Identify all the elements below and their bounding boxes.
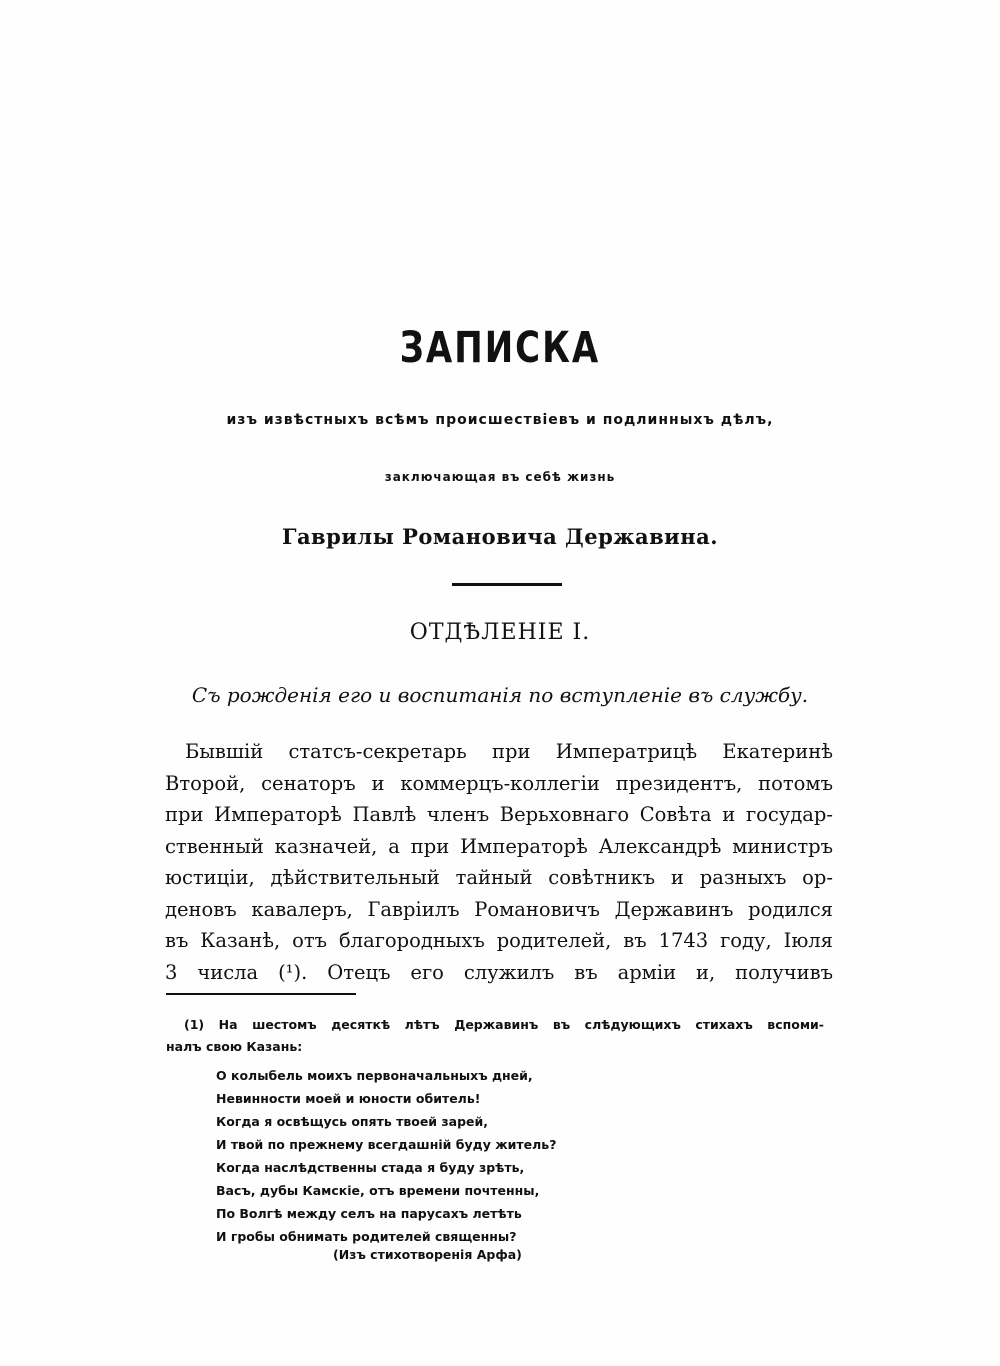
body-line: въ Казанѣ, отъ благородныхъ родителей, въ 1743 году, Іюля: [165, 929, 833, 952]
body-line: деновъ кавалеръ, Гавріилъ Романовичъ Державинъ родился: [165, 897, 833, 921]
body-line: Бывшій статсъ-секретарь при Императрицѣ Екатеринѣ: [185, 740, 833, 763]
person-name: Гаврилы Романовича Державина.: [281, 524, 719, 549]
section-heading: ОТДѢЛЕНІЕ I.: [409, 620, 591, 645]
subtitle-line-1: изъ извѣстныхъ всѣмъ происшествіевъ и подлинныхъ дѣлъ,: [226, 412, 774, 428]
poem-source: (Изъ стихотворенія Арфа): [333, 1247, 522, 1262]
poem-line: О колыбель моихъ первоначальныхъ дней,: [216, 1068, 533, 1083]
footnote-line: (1) На шестомъ десяткѣ лѣтъ Державинъ въ слѣдующихъ стихахъ вспоми-: [184, 1017, 824, 1032]
body-line: Второй, сенаторъ и коммерцъ-коллегіи президентъ, потомъ: [165, 771, 833, 795]
body-line: 3 числа (¹). Отецъ его служилъ въ арміи и, получивъ: [165, 960, 833, 984]
poem-line: И гробы обнимать родителей священны?: [216, 1229, 517, 1244]
poem-line: Когда я освѣщусь опять твоей зарей,: [216, 1114, 489, 1129]
body-paragraph: [165, 736, 833, 988]
body-line: ственный казначей, а при Императорѣ Александрѣ министръ: [165, 834, 833, 858]
footnote-divider: [166, 993, 356, 995]
body-line: юстиціи, дѣйствительный тайный совѣтникъ и разныхъ ор-: [165, 866, 833, 889]
footnote-line: налъ свою Казань:: [166, 1039, 303, 1054]
footnote-poem: [216, 1064, 556, 1248]
section-subtitle: Съ рожденія его и воспитанія по вступленіе въ службу.: [191, 683, 809, 707]
title-divider: [452, 583, 562, 586]
page-title: ЗАПИСКА: [399, 323, 601, 373]
subtitle-line-2: заключающая въ себѣ жизнь: [384, 470, 616, 484]
poem-line: Васъ, дубы Камскіе, отъ времени почтенны,: [216, 1183, 540, 1198]
poem-line: И твой по прежнему всегдашній буду житель?: [216, 1137, 557, 1152]
poem-line: Невинности моей и юности обитель!: [216, 1091, 481, 1106]
footnote: [166, 1014, 824, 1058]
body-line: при Императорѣ Павлѣ членъ Верьховнаго Совѣта и государ-: [165, 803, 833, 826]
poem-line: По Волгѣ между селъ на парусахъ летѣть: [216, 1206, 522, 1221]
poem-line: Когда наслѣдственны стада я буду зрѣть,: [216, 1160, 525, 1175]
